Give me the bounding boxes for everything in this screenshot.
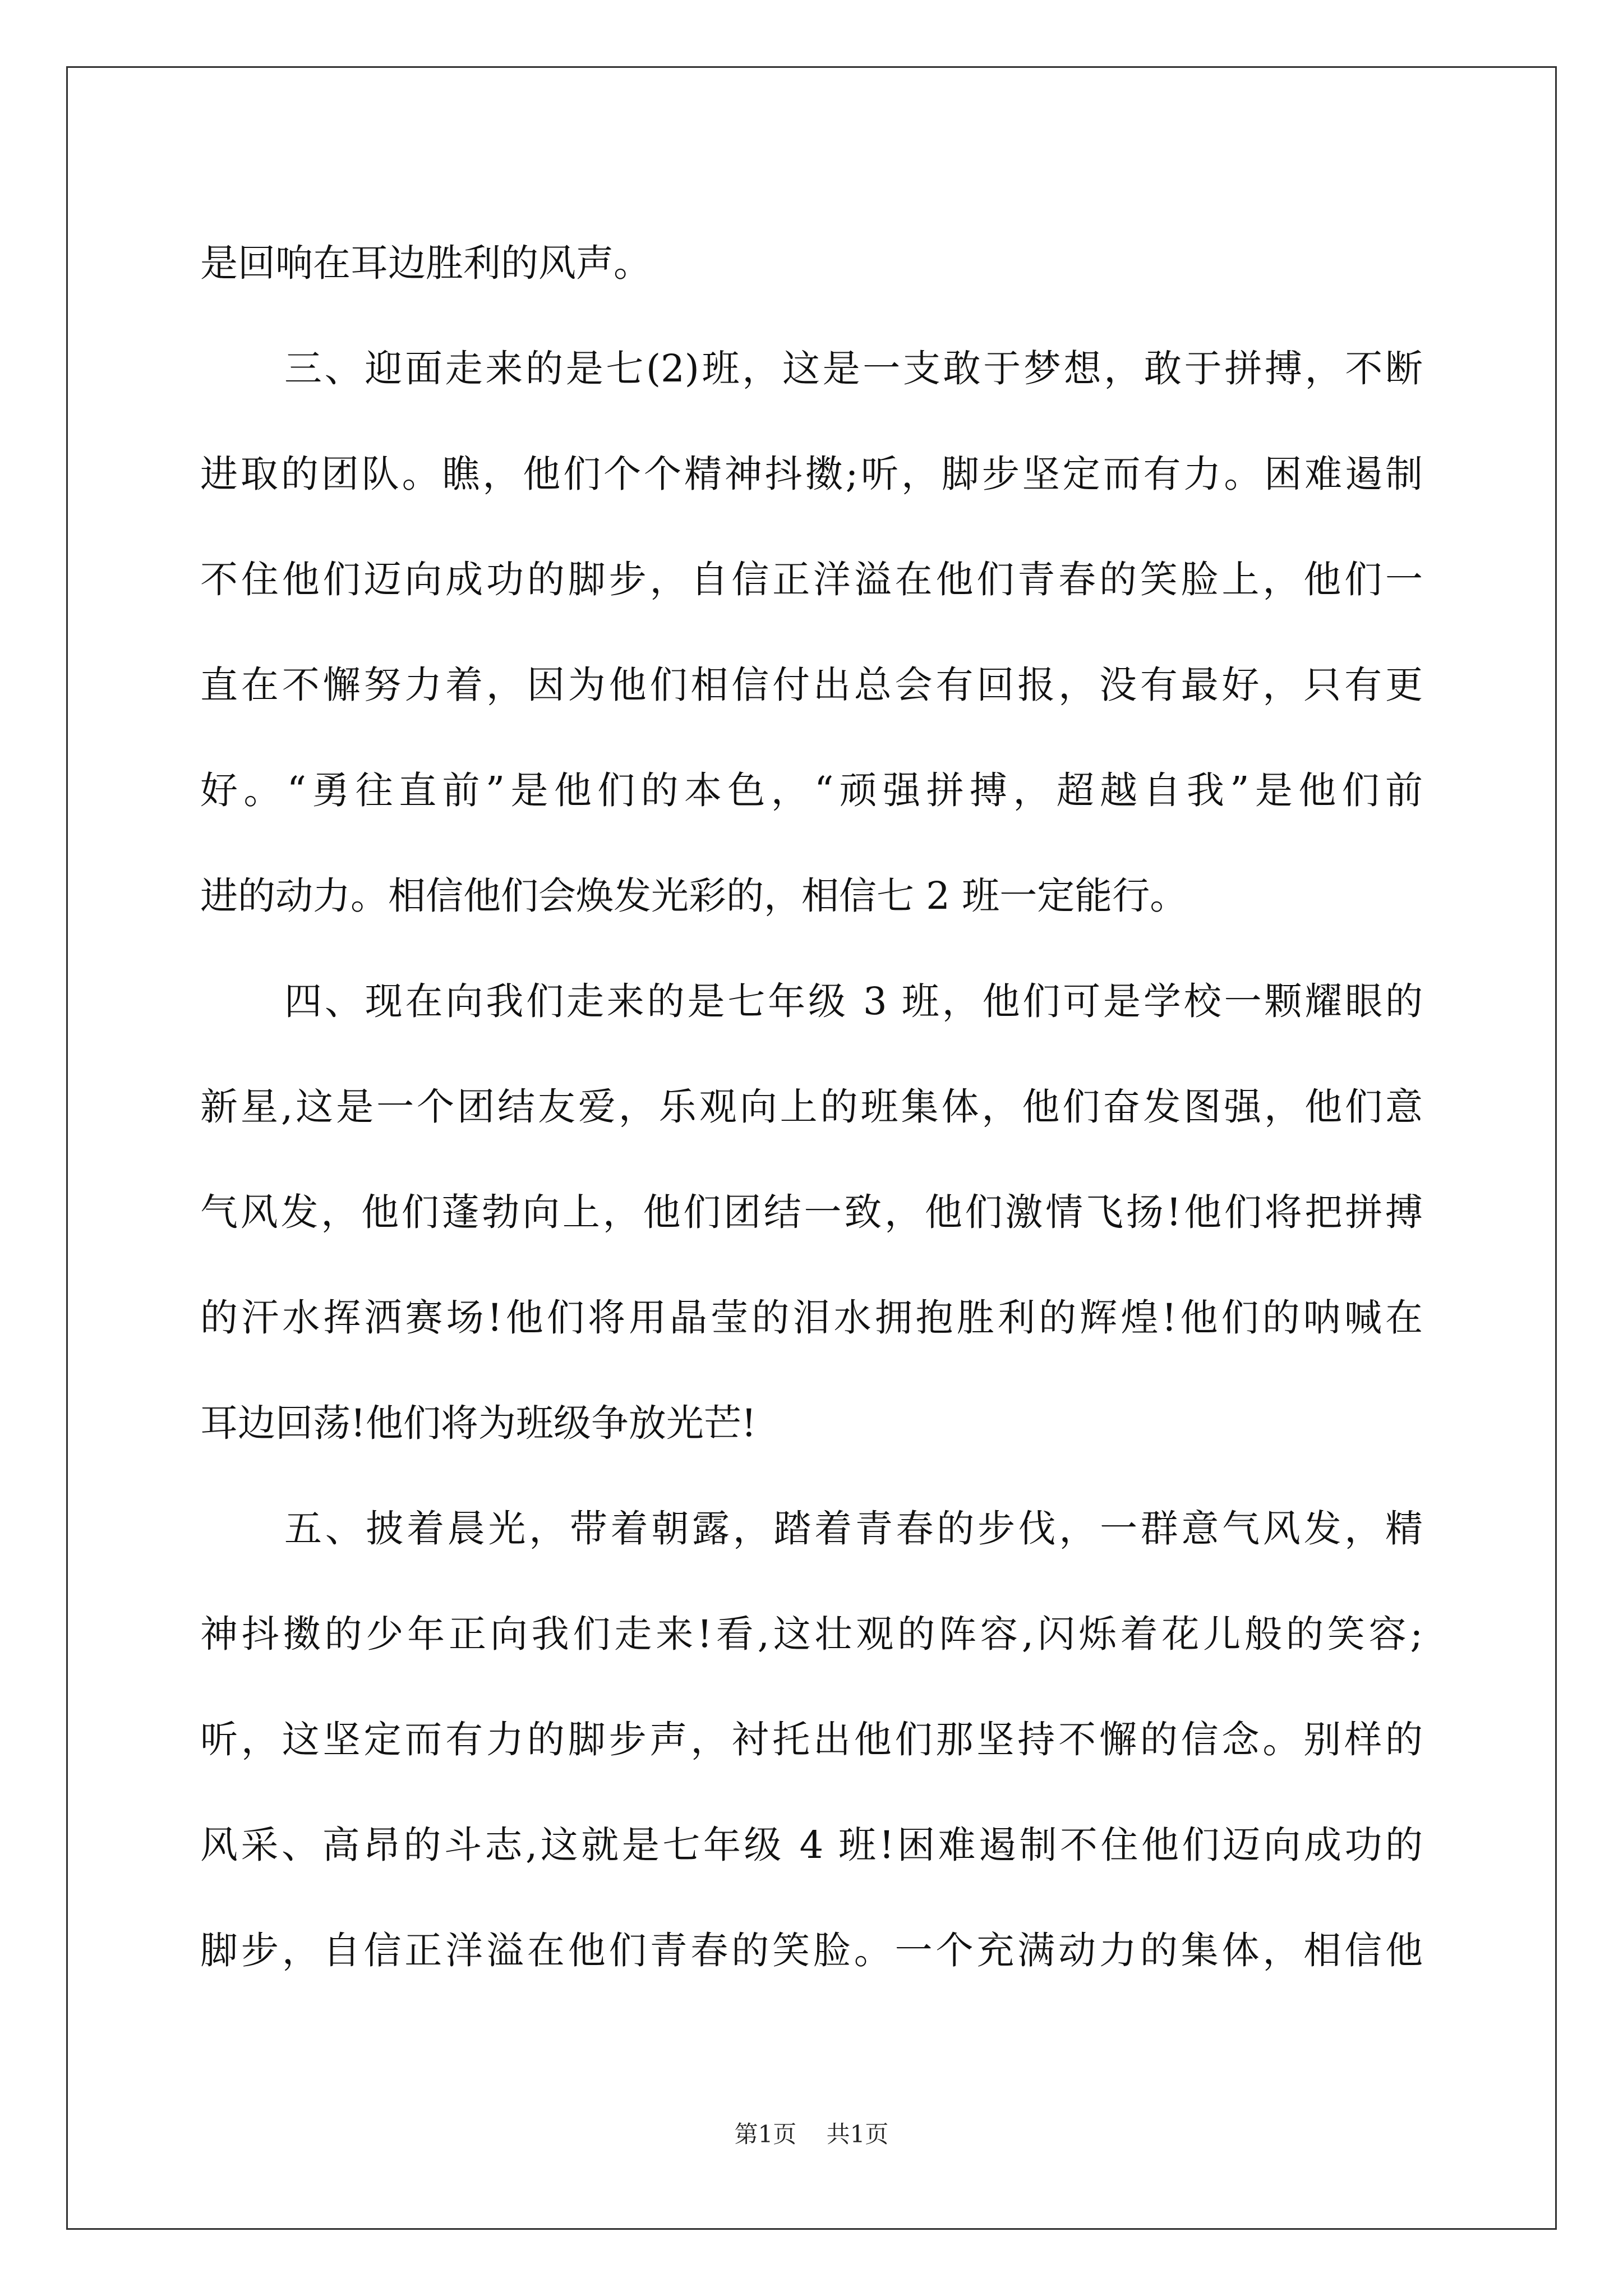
text-line: 脚步，自信正洋溢在他们青春的笑脸。一个充满动力的集体，相信他 [200, 1929, 1423, 1972]
text-line: 风采、高昂的斗志,这就是七年级 4 班!困难遏制不住他们迈向成功的 [200, 1823, 1423, 1867]
paragraph-2 [200, 316, 1423, 949]
page-footer: 第1页 共1页 [734, 2120, 889, 2148]
text-line: 是回响在耳边胜利的风声。 [200, 241, 651, 285]
paragraph-3 [200, 949, 1423, 1476]
text-line: 四、现在向我们走来的是七年级 3 班，他们可是学校一颗耀眼的 [284, 979, 1423, 1023]
text-line: 神抖擞的少年正向我们走来!看,这壮观的阵容,闪烁着花儿般的笑容; [200, 1612, 1423, 1656]
text-line: 进取的团队。瞧，他们个个精神抖擞;听，脚步坚定而有力。困难遏制 [200, 452, 1423, 496]
text-line: 的汗水挥洒赛场!他们将用晶莹的泪水拥抱胜利的辉煌!他们的呐喊在 [200, 1296, 1423, 1340]
text-line: 不住他们迈向成功的脚步，自信正洋溢在他们青春的笑脸上，他们一 [200, 558, 1423, 601]
text-line: 进的动力。相信他们会焕发光彩的，相信七 2 班一定能行。 [200, 874, 1188, 918]
text-line: 三、迎面走来的是七(2)班，这是一支敢于梦想，敢于拼搏，不断 [284, 347, 1423, 390]
paragraph-4 [200, 1476, 1423, 2003]
document-body [200, 210, 1423, 2003]
text-line: 新星,这是一个团结友爱，乐观向上的班集体，他们奋发图强，他们意 [200, 1085, 1423, 1129]
text-line: 好。“勇往直前”是他们的本色，“顽强拼搏，超越自我”是他们前 [200, 769, 1423, 812]
text-line: 五、披着晨光，带着朝露，踏着青春的步伐，一群意气风发，精 [284, 1507, 1423, 1550]
text-line: 听，这坚定而有力的脚步声，衬托出他们那坚持不懈的信念。别样的 [200, 1718, 1423, 1761]
text-line: 耳边回荡!他们将为班级争放光芒! [200, 1401, 757, 1445]
text-line: 气风发，他们蓬勃向上，他们团结一致，他们激情飞扬!他们将把拼搏 [200, 1190, 1423, 1234]
text-line: 直在不懈努力着，因为他们相信付出总会有回报，没有最好，只有更 [200, 663, 1423, 707]
paragraph-1 [200, 210, 1423, 316]
